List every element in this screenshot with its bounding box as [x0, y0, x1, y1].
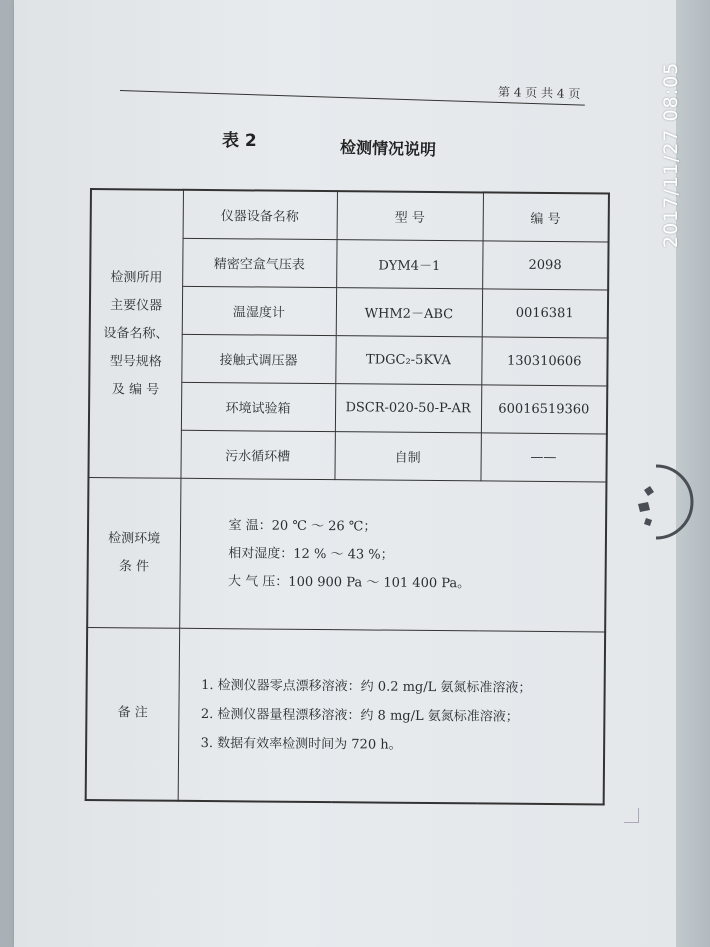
column-header-serial: 编 号 — [483, 192, 609, 242]
notes-section-label: 备 注 — [86, 627, 179, 800]
partial-seal-stamp — [616, 460, 696, 544]
environment-conditions — [179, 478, 606, 632]
environment-row — [87, 477, 606, 632]
condition-temperature: 室 温：20 ℃ ～ 26 ℃； — [228, 517, 377, 535]
equipment-model: WHM2－ABC — [336, 288, 482, 337]
equipment-model: 自制 — [334, 432, 480, 481]
environment-section-label: 检测环境 条 件 — [87, 477, 180, 628]
note-item: 3. 数据有效率检测时间为 720 h。 — [200, 735, 402, 753]
page-number: 第 4 页 共 4 页 — [497, 84, 581, 102]
equipment-serial: 60016519360 — [481, 385, 607, 434]
corner-mark — [624, 808, 639, 823]
equipment-serial: 130310606 — [481, 337, 607, 386]
equipment-name: 环境试验箱 — [181, 382, 335, 431]
equipment-name: 污水循环槽 — [180, 430, 334, 479]
equipment-name: 接触式调压器 — [181, 334, 335, 383]
column-header-name: 仪器设备名称 — [183, 190, 337, 240]
equipment-section-label: 检测所用 主要仪器 设备名称、 型号规格 及 编 号 — [88, 189, 183, 478]
condition-humidity: 相对湿度：12 % ～ 43 %； — [228, 545, 394, 563]
photo-timestamp: 2017/11/27 08:05 — [660, 61, 682, 248]
document-title: 检测情况说明 — [339, 137, 437, 160]
equipment-model: DYM4－1 — [336, 240, 482, 289]
condition-pressure: 大 气 压：100 900 Pa ～ 101 400 Pa。 — [228, 573, 471, 591]
inspection-table — [85, 188, 610, 805]
notes-content — [178, 628, 605, 804]
equipment-serial: —— — [480, 433, 606, 482]
equipment-name: 精密空盒气压表 — [182, 238, 336, 287]
table-number: 表 2 — [222, 131, 257, 151]
equipment-name: 温湿度计 — [182, 286, 336, 335]
equipment-model: TDGC₂-5KVA — [335, 336, 481, 385]
equipment-model: DSCR-020-50-P-AR — [335, 384, 481, 433]
column-header-model: 型 号 — [337, 191, 483, 241]
note-item: 1. 检测仪器零点漂移溶液：约 0.2 mg/L 氨氮标准溶液； — [201, 677, 532, 696]
note-item: 2. 检测仪器量程漂移溶液：约 8 mg/L 氨氮标准溶液； — [200, 706, 519, 725]
equipment-serial: 2098 — [482, 241, 608, 290]
equipment-header-row — [91, 189, 609, 242]
equipment-serial: 0016381 — [482, 289, 608, 338]
notes-row — [86, 627, 605, 804]
